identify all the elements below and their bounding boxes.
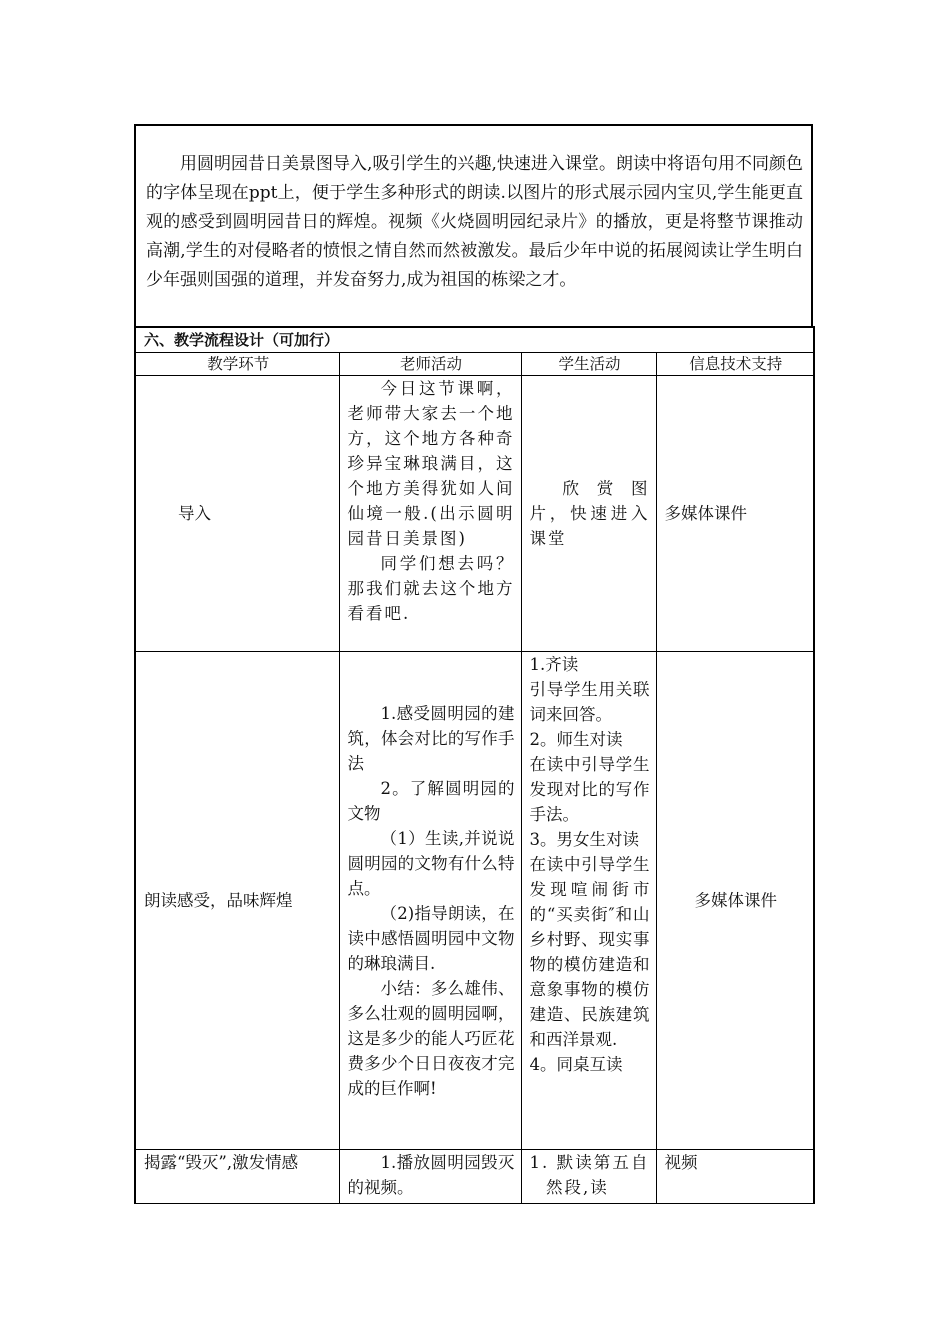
header-student: 学生活动 bbox=[521, 353, 656, 376]
teacher-text: 1.感受圆明园的建筑，体会对比的写作手法 bbox=[347, 703, 515, 773]
teacher-text: 2。了解圆明园的文物 bbox=[347, 778, 515, 823]
rationale-paragraph: 用圆明园昔日美景图导入,吸引学生的兴趣,快速进入课堂。朗读中将语句用不同颜色的字体呈现在ppt上，便于学生多种形式的朗读.以图片的形式展示园内宝贝,学生能更直观的感受到圆明园昔日的辉煌。视频《火烧圆明园纪录片》的播放，更是将整节课推动高潮,学生的对侵略者的愤恨之情自然而然被激发。最后少年中说的拓展阅读让学生明白少年强则国强的道理，并发奋努力,成为祖国的栋梁之才。 bbox=[146, 154, 803, 290]
table-row bbox=[135, 376, 814, 652]
teaching-flow-table bbox=[134, 326, 815, 1204]
student-text: 1. 默读第五自然段,读 bbox=[529, 1153, 650, 1197]
teacher-cell bbox=[339, 652, 521, 1150]
stage-cell: 朗读感受，品味辉煌 bbox=[135, 652, 339, 1150]
teacher-text: 1.播放圆明园毁灭的视频。 bbox=[347, 1153, 515, 1197]
section-title-row bbox=[135, 327, 814, 353]
design-rationale-box bbox=[134, 124, 813, 326]
student-text: 在读中引导学生发现喧闹街市的“买卖街″和山乡村野、现实事物的模仿建造和意象事物的模仿建造、民族建筑和西洋景观. bbox=[529, 855, 650, 1049]
header-teacher: 老师活动 bbox=[339, 353, 521, 376]
tech-cell: 多媒体课件 bbox=[656, 376, 814, 652]
tech-cell: 多媒体课件 bbox=[656, 652, 814, 1150]
teacher-text: （2)指导朗读，在读中感悟圆明园中文物的琳琅满目. bbox=[347, 903, 515, 973]
teacher-text: 小结：多么雄伟、多么壮观的圆明园啊，这是多少的能人巧匠花费多少个日日夜夜才完成的巨作啊! bbox=[347, 978, 515, 1098]
teacher-text: 今日这节课啊，老师带大家去一个地方，这个地方各种奇珍异宝琳琅满目，这个地方美得犹如人间仙境一般.(出示圆明园昔日美景图) bbox=[347, 379, 515, 548]
tech-cell: 视频 bbox=[656, 1150, 814, 1204]
table-row bbox=[135, 1150, 814, 1204]
teacher-text: 同学们想去吗？那我们就去这个地方看看吧. bbox=[347, 554, 515, 623]
teacher-cell bbox=[339, 376, 521, 652]
table-header-row bbox=[135, 353, 814, 376]
student-cell bbox=[521, 376, 656, 652]
student-cell bbox=[521, 1150, 656, 1204]
student-text: 4。同桌互读 bbox=[529, 1055, 623, 1074]
stage-cell: 揭露“毁灭”,激发情感 bbox=[135, 1150, 339, 1204]
document-page bbox=[134, 124, 813, 1204]
teacher-cell bbox=[339, 1150, 521, 1204]
student-text: 3。男女生对读 bbox=[529, 830, 639, 849]
student-cell bbox=[521, 652, 656, 1150]
teacher-text: （1）生读,并说说圆明园的文物有什么特点。 bbox=[347, 828, 515, 898]
table-row bbox=[135, 652, 814, 1150]
student-text: 1.齐读 bbox=[529, 655, 579, 674]
header-tech: 信息技术支持 bbox=[656, 353, 814, 376]
student-text: 在读中引导学生发现对比的写作手法。 bbox=[529, 755, 650, 824]
student-text: 欣赏图片，快速进入课堂 bbox=[529, 479, 650, 548]
student-text: 引导学生用关联词来回答。 bbox=[529, 680, 650, 724]
stage-cell: 导入 bbox=[135, 376, 339, 652]
section-title: 六、教学流程设计（可加行） bbox=[135, 327, 814, 353]
student-text: 2。师生对读 bbox=[529, 730, 623, 749]
header-stage: 教学环节 bbox=[135, 353, 339, 376]
